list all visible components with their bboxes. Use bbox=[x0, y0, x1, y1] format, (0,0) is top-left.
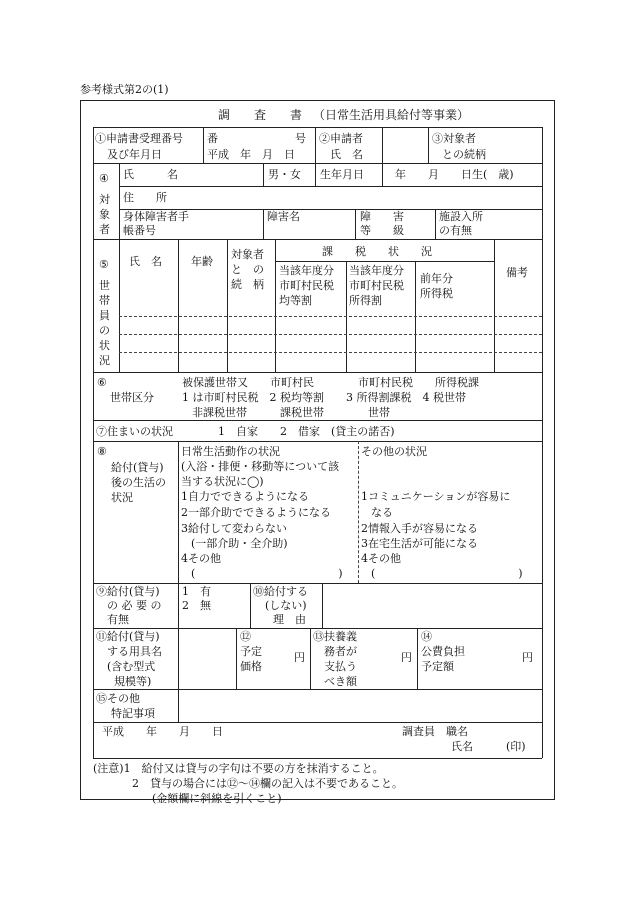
page-subtitle: （日常生活用具給付等事業） bbox=[313, 108, 470, 122]
sex-field: 男・女 bbox=[268, 168, 301, 181]
dependent-label-3: 支払う bbox=[324, 660, 357, 673]
other-status-option-4: 4その他 bbox=[361, 552, 401, 565]
reason-label: ⑩給付する bbox=[253, 585, 308, 598]
adl-option-1: 1自力でできるようになる bbox=[181, 490, 309, 503]
need-label-2: の 必 要 の bbox=[107, 599, 162, 612]
tax-prev-year: 前年分 bbox=[420, 272, 453, 285]
public-label-2: 予定額 bbox=[421, 660, 454, 673]
public-number: ⑭ bbox=[421, 630, 432, 643]
col-relation-header: 対象者 bbox=[231, 248, 264, 261]
disability-grade-label: 障 害 bbox=[360, 210, 404, 223]
col-relation-header-3: 続 柄 bbox=[231, 278, 264, 291]
adl-title: 日常生活動作の状況 bbox=[181, 445, 280, 458]
col-relation-header-2: と の bbox=[231, 263, 264, 276]
receipt-date-field: 平成 年 月 日 bbox=[207, 148, 295, 161]
adl-option-2: 2一部介助でできるようになる bbox=[181, 506, 331, 519]
applicant-name-label: 氏 名 bbox=[330, 148, 363, 161]
receipt-number-label: ①申請書受理番号 bbox=[95, 132, 183, 145]
item-label-2: する用具名 bbox=[107, 645, 162, 658]
other-notes-label: ⑮その他 bbox=[96, 692, 140, 705]
item-label: ⑪給付(貸与) bbox=[96, 630, 160, 643]
price-label-2: 価格 bbox=[240, 660, 262, 673]
col-name-header: 氏 名 bbox=[129, 255, 162, 268]
note-3: (金額欄に斜線を引くこと) bbox=[152, 792, 282, 805]
receipt-date-label: 及び年月日 bbox=[107, 148, 162, 161]
facility-label-2: の有無 bbox=[439, 224, 472, 237]
dependent-label-2: 務者が bbox=[324, 645, 357, 658]
surveyor-name: 氏名 (印) bbox=[451, 740, 526, 753]
relation-label: ③対象者 bbox=[432, 132, 476, 145]
life-label-2: 後の生活の bbox=[111, 476, 166, 489]
adl-option-3-note: (一部介助・全介助) bbox=[191, 537, 288, 550]
note-1: (注意)1 給付又は貸与の字句は不要の方を抹消すること。 bbox=[93, 762, 384, 775]
price-yen: 円 bbox=[294, 651, 305, 664]
col-notes-header: 備考 bbox=[506, 266, 528, 279]
hh-class-options-1: 被保護世帯又 市町村民 市町村民税 所得税課 bbox=[182, 376, 479, 389]
tax-income-3: 所得割 bbox=[349, 294, 382, 307]
handbook-label-2: 帳番号 bbox=[123, 224, 156, 237]
applicant-label: ②申請者 bbox=[319, 132, 363, 145]
public-yen: 円 bbox=[522, 651, 533, 664]
need-label-3: 有無 bbox=[107, 613, 129, 626]
dob-field: 年 月 日生( 歳) bbox=[395, 168, 514, 181]
col-tax-header: 課 税 状 況 bbox=[322, 245, 432, 258]
other-status-option-1: 1コミュニケーションが容易に bbox=[361, 490, 511, 503]
facility-label: 施設入所 bbox=[439, 210, 483, 223]
tax-income-2: 市町村民税 bbox=[349, 279, 404, 292]
surveyor-title: 調査員 職名 bbox=[402, 725, 468, 738]
hh-class-label: 世帯区分 bbox=[110, 391, 154, 404]
other-notes-label-2: 特記事項 bbox=[111, 707, 155, 720]
other-status-option-4-field: ( ) bbox=[371, 567, 523, 580]
adl-note-2: 当する状況に◯) bbox=[181, 475, 264, 488]
tax-per-capita-2: 市町村民税 bbox=[279, 279, 334, 292]
dependent-label: ⑬扶養義 bbox=[313, 630, 357, 643]
need-option-no: 2 無 bbox=[182, 599, 211, 612]
reason-label-3: 理 由 bbox=[273, 613, 306, 626]
target-name-label: 氏 名 bbox=[123, 168, 178, 181]
address-label: 住 所 bbox=[123, 191, 167, 204]
need-label: ⑨給付(貸与) bbox=[96, 585, 160, 598]
tax-prev-year-2: 所得税 bbox=[420, 287, 453, 300]
receipt-number-field: 番 号 bbox=[207, 132, 306, 145]
public-label: 公費負担 bbox=[421, 645, 465, 658]
adl-option-3: 3給付して変わらない bbox=[181, 522, 287, 535]
dependent-yen: 円 bbox=[401, 651, 412, 664]
disability-name-label: 障害名 bbox=[267, 210, 300, 223]
housing-label: ⑦住まいの状況 bbox=[96, 425, 173, 438]
hh-class-options-2: 1 は市町村民税 2 税均等割 3 所得割課税 4 税世帯 bbox=[182, 391, 466, 404]
housing-options: 1 自家 2 借家 (貸主の諾否) bbox=[218, 425, 395, 438]
other-status-option-3: 3在宅生活が可能になる bbox=[361, 537, 478, 550]
adl-note: (入浴・排便・移動等について該 bbox=[181, 460, 340, 473]
page-title: 調 査 書 bbox=[218, 108, 303, 122]
tax-per-capita: 当該年度分 bbox=[279, 264, 334, 277]
note-2: 2 貸与の場合には⑫～⑭欄の記入は不要であること。 bbox=[132, 777, 403, 790]
survey-date: 平成 年 月 日 bbox=[102, 725, 223, 738]
tax-per-capita-3: 均等割 bbox=[279, 294, 312, 307]
adl-option-4-field: ( ) bbox=[191, 567, 343, 580]
relation-label-2: との続柄 bbox=[442, 148, 486, 161]
life-number: ⑧ bbox=[97, 445, 107, 458]
dob-label: 生年月日 bbox=[320, 168, 364, 181]
handbook-label: 身体障害者手 bbox=[123, 210, 189, 223]
item-label-4: 規模等) bbox=[114, 675, 152, 688]
adl-option-4: 4その他 bbox=[181, 552, 221, 565]
item-label-3: (含む型式 bbox=[107, 660, 156, 673]
need-option-yes: 1 有 bbox=[182, 585, 211, 598]
form-number: 参考様式第2の(1) bbox=[80, 83, 169, 96]
hh-class-number: ⑥ bbox=[97, 376, 107, 389]
household-number: ⑤ bbox=[99, 258, 109, 271]
other-status-title: その他の状況 bbox=[361, 445, 427, 458]
tax-income: 当該年度分 bbox=[349, 264, 404, 277]
target-number: ④ bbox=[99, 172, 109, 185]
hh-class-options-3: 非課税世帯 課税世帯 世帯 bbox=[192, 406, 390, 419]
target-label: 対象者 bbox=[99, 193, 110, 236]
life-label: 給付(貸与) bbox=[111, 461, 164, 474]
price-label: 予定 bbox=[240, 645, 262, 658]
dependent-label-4: べき額 bbox=[324, 675, 357, 688]
form-frame bbox=[80, 100, 555, 800]
col-age-header: 年齢 bbox=[191, 255, 213, 268]
disability-grade-label-2: 等 級 bbox=[360, 224, 404, 237]
household-label: 世帯員の状況 bbox=[99, 279, 110, 367]
other-status-option-2: 2情報入手が容易になる bbox=[361, 522, 478, 535]
price-number: ⑫ bbox=[240, 630, 251, 643]
other-status-option-1b: なる bbox=[371, 506, 393, 519]
reason-label-2: (しない) bbox=[265, 599, 307, 612]
life-label-3: 状況 bbox=[111, 491, 133, 504]
